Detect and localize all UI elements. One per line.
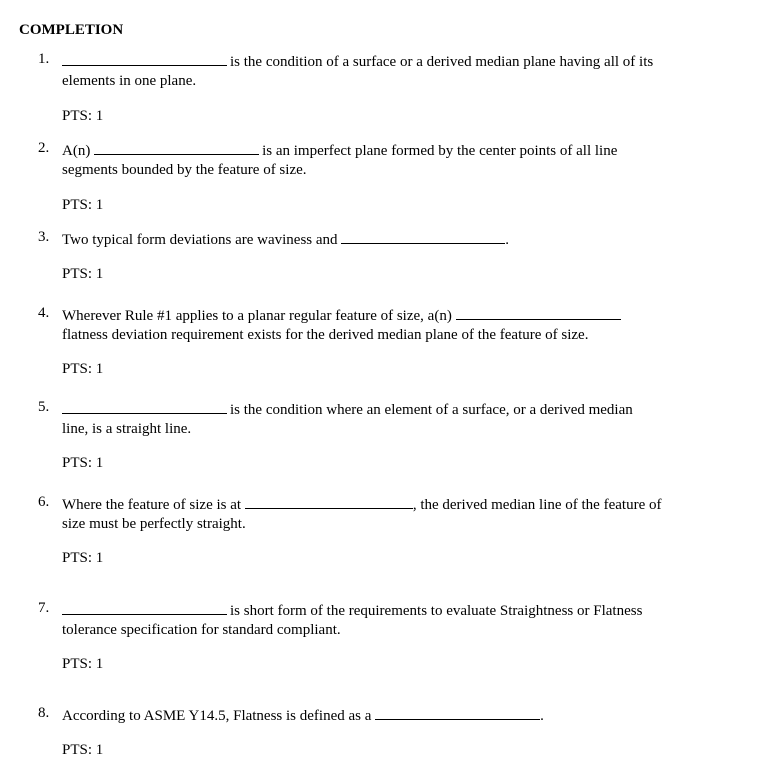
answer-blank[interactable]	[456, 305, 621, 320]
question-text: A(n) is an imperfect plane formed by the center points of all line segments bounded by the feature of size.	[62, 140, 722, 180]
points-label: PTS: 1	[62, 108, 104, 124]
question-text: is short form of the requirements to evaluate Straightness or Flatness tolerance specification for standard compliant.	[62, 600, 722, 640]
points-label: PTS: 1	[62, 550, 104, 566]
question-text: is the condition where an element of a surface, or a derived median line, is a straight line.	[62, 399, 722, 439]
points-label: PTS: 1	[62, 656, 104, 672]
answer-blank[interactable]	[94, 140, 259, 155]
question-number: 8.	[38, 705, 50, 721]
question-number: 7.	[38, 600, 50, 616]
points-label: PTS: 1	[62, 197, 104, 213]
question-number: 3.	[38, 229, 50, 245]
question-text: Two typical form deviations are waviness and .	[62, 229, 722, 250]
answer-blank[interactable]	[245, 494, 413, 509]
question-number: 4.	[38, 305, 50, 321]
answer-blank[interactable]	[62, 51, 227, 66]
answer-blank[interactable]	[375, 705, 540, 720]
question-number: 1.	[38, 51, 50, 67]
points-label: PTS: 1	[62, 455, 104, 471]
answer-blank[interactable]	[341, 229, 505, 244]
answer-blank[interactable]	[62, 600, 227, 615]
question-text: is the condition of a surface or a derived median plane having all of its elements in one plane.	[62, 51, 722, 91]
section-heading: COMPLETION	[19, 22, 124, 38]
answer-blank[interactable]	[62, 399, 227, 414]
points-label: PTS: 1	[62, 742, 104, 758]
question-text: Where the feature of size is at , the derived median line of the feature of size must be perfectly straight.	[62, 494, 722, 534]
question-number: 6.	[38, 494, 50, 510]
question-number: 5.	[38, 399, 50, 415]
question-text: Wherever Rule #1 applies to a planar regular feature of size, a(n) flatness deviation requirement exists for the derived median plane of the feature of size.	[62, 305, 722, 345]
question-text: According to ASME Y14.5, Flatness is defined as a .	[62, 705, 722, 726]
points-label: PTS: 1	[62, 266, 104, 282]
points-label: PTS: 1	[62, 361, 104, 377]
question-number: 2.	[38, 140, 50, 156]
